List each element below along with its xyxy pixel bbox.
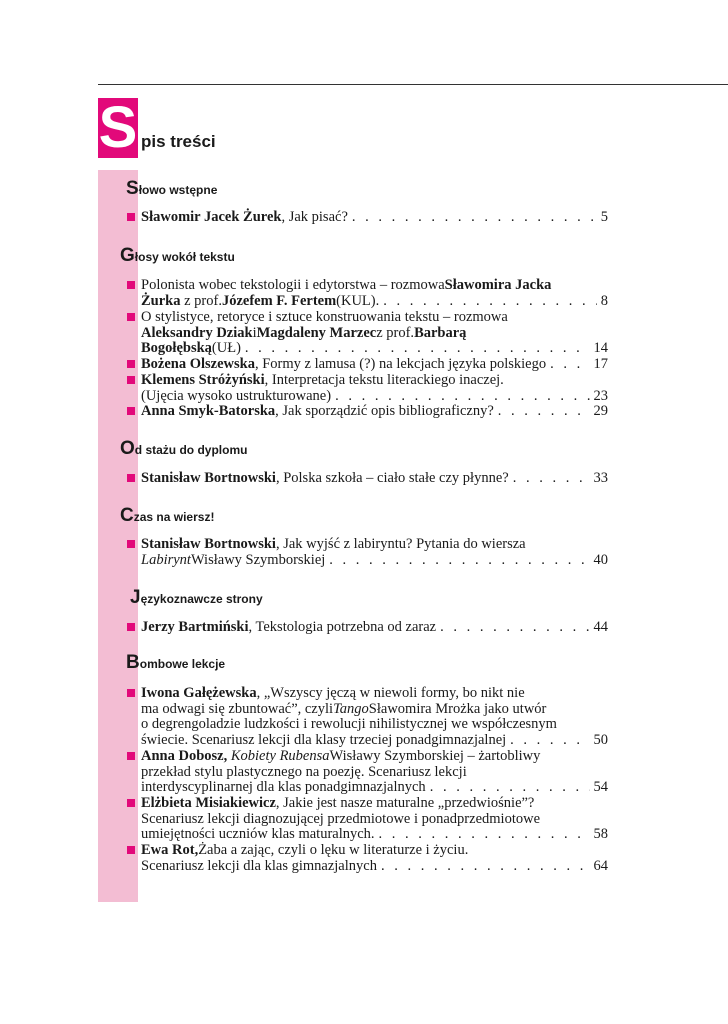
bullet-icon — [127, 281, 135, 289]
title-initial-block: S — [98, 95, 138, 160]
toc-entry: Anna Smyk-Batorska , Jak sporządzić opis bibliograficzny? . . . 29 — [127, 404, 608, 420]
page-title: pis treści — [141, 132, 216, 151]
bullet-icon — [127, 689, 135, 697]
bullet-icon — [127, 474, 135, 482]
toc-entry: Iwona Gałężewska , „Wszyscy jęczą w niewoli formy, bo nikt nie ma odwagi się zbuntować”, czyli Tango Sławomira Mrożka jako utwór o degrengoladzie ludzkości i rewolucji nihilistycznej we współczesnym świecie. Scenariusz lekcji dla klasy trzeciej ponadgimnazjalnej . . . 50 — [127, 686, 608, 748]
bullet-icon — [127, 846, 135, 854]
bullet-icon — [127, 407, 135, 415]
page-number: 17 — [593, 356, 608, 372]
top-rule — [98, 84, 728, 85]
toc-entry: O stylistyce, retoryce i sztuce konstruowania tekstu – rozmowa Aleksandry Dziak i Magdaleny Marzec z prof. Barbarą Bogołębską (UŁ) . . . 14 — [127, 310, 608, 357]
toc-entry: Ewa Rot, Żaba a zając, czyli o lęku w literaturze i życiu. Scenariusz lekcji dla klas gimnazjalnych . . . 64 — [127, 843, 608, 874]
bullet-icon — [127, 540, 135, 548]
page-number: 33 — [593, 470, 608, 486]
toc-entry: Jerzy Bartmiński , Tekstologia potrzebna od zaraz . . . 44 — [127, 620, 608, 636]
section-heading: Słowo wstępne — [126, 178, 218, 199]
bullet-icon — [127, 213, 135, 221]
toc-entry: Stanisław Bortnowski , Jak wyjść z labiryntu? Pytania do wiersza Labirynt Wisławy Szymborskiej . . . 40 — [127, 537, 608, 568]
section-heading: Głosy wokół tekstu — [120, 245, 235, 266]
section-heading: Bombowe lekcje — [126, 652, 226, 673]
toc-entry: Elżbieta Misiakiewicz , Jakie jest nasze maturalne „przedwiośnie”? Scenariusz lekcji diagnozującej przedmiotowe i ponadprzedmiotowe umiejętności uczniów klas maturalnych. . . . 58 — [127, 796, 608, 843]
page-number: 64 — [593, 857, 608, 874]
section-heading: Językoznawcze strony — [130, 587, 263, 608]
page-number: 40 — [593, 551, 608, 568]
toc-entry: Polonista wobec tekstologii i edytorstwa – rozmowa Sławomira Jacka Żurka z prof. Józefem F. Fertem (KUL). . . . 8 — [127, 278, 608, 309]
page-number: 14 — [593, 340, 608, 357]
bullet-icon — [127, 313, 135, 321]
toc-entry: Sławomir Jacek Żurek , Jak pisać? . . . 5 — [127, 210, 608, 226]
section-heading: Od stażu do dyplomu — [120, 438, 248, 459]
bullet-icon — [127, 752, 135, 760]
page-number: 44 — [593, 619, 608, 635]
bullet-icon — [127, 623, 135, 631]
page-number: 23 — [593, 387, 608, 404]
toc-entry: Stanisław Bortnowski , Polska szkoła – ciało stałe czy płynne? . . . 33 — [127, 471, 608, 487]
toc-entry: Klemens Stróżyński , Interpretacja tekstu literackiego inaczej. (Ujęcia wysoko ustrukturowane) . . . 23 — [127, 373, 608, 404]
page-number: 50 — [593, 731, 608, 748]
toc-entry: Anna Dobosz, Kobiety Rubensa Wisławy Szymborskiej – żartobliwy przekład stylu plastycznego na poezję. Scenariusz lekcji interdyscyplinarnej dla klas ponadgimnazjalnych . . . 54 — [127, 749, 608, 796]
page-number: 54 — [593, 779, 608, 796]
bullet-icon — [127, 799, 135, 807]
bullet-icon — [127, 360, 135, 368]
bullet-icon — [127, 376, 135, 384]
page-number: 29 — [593, 403, 608, 419]
page-number: 8 — [600, 292, 608, 309]
page-number: 5 — [600, 209, 608, 225]
toc-entry: Bożena Olszewska , Formy z lamusa (?) na lekcjach języka polskiego . . . 17 — [127, 357, 608, 373]
page-number: 58 — [593, 826, 608, 843]
section-heading: Czas na wiersz! — [120, 505, 215, 526]
